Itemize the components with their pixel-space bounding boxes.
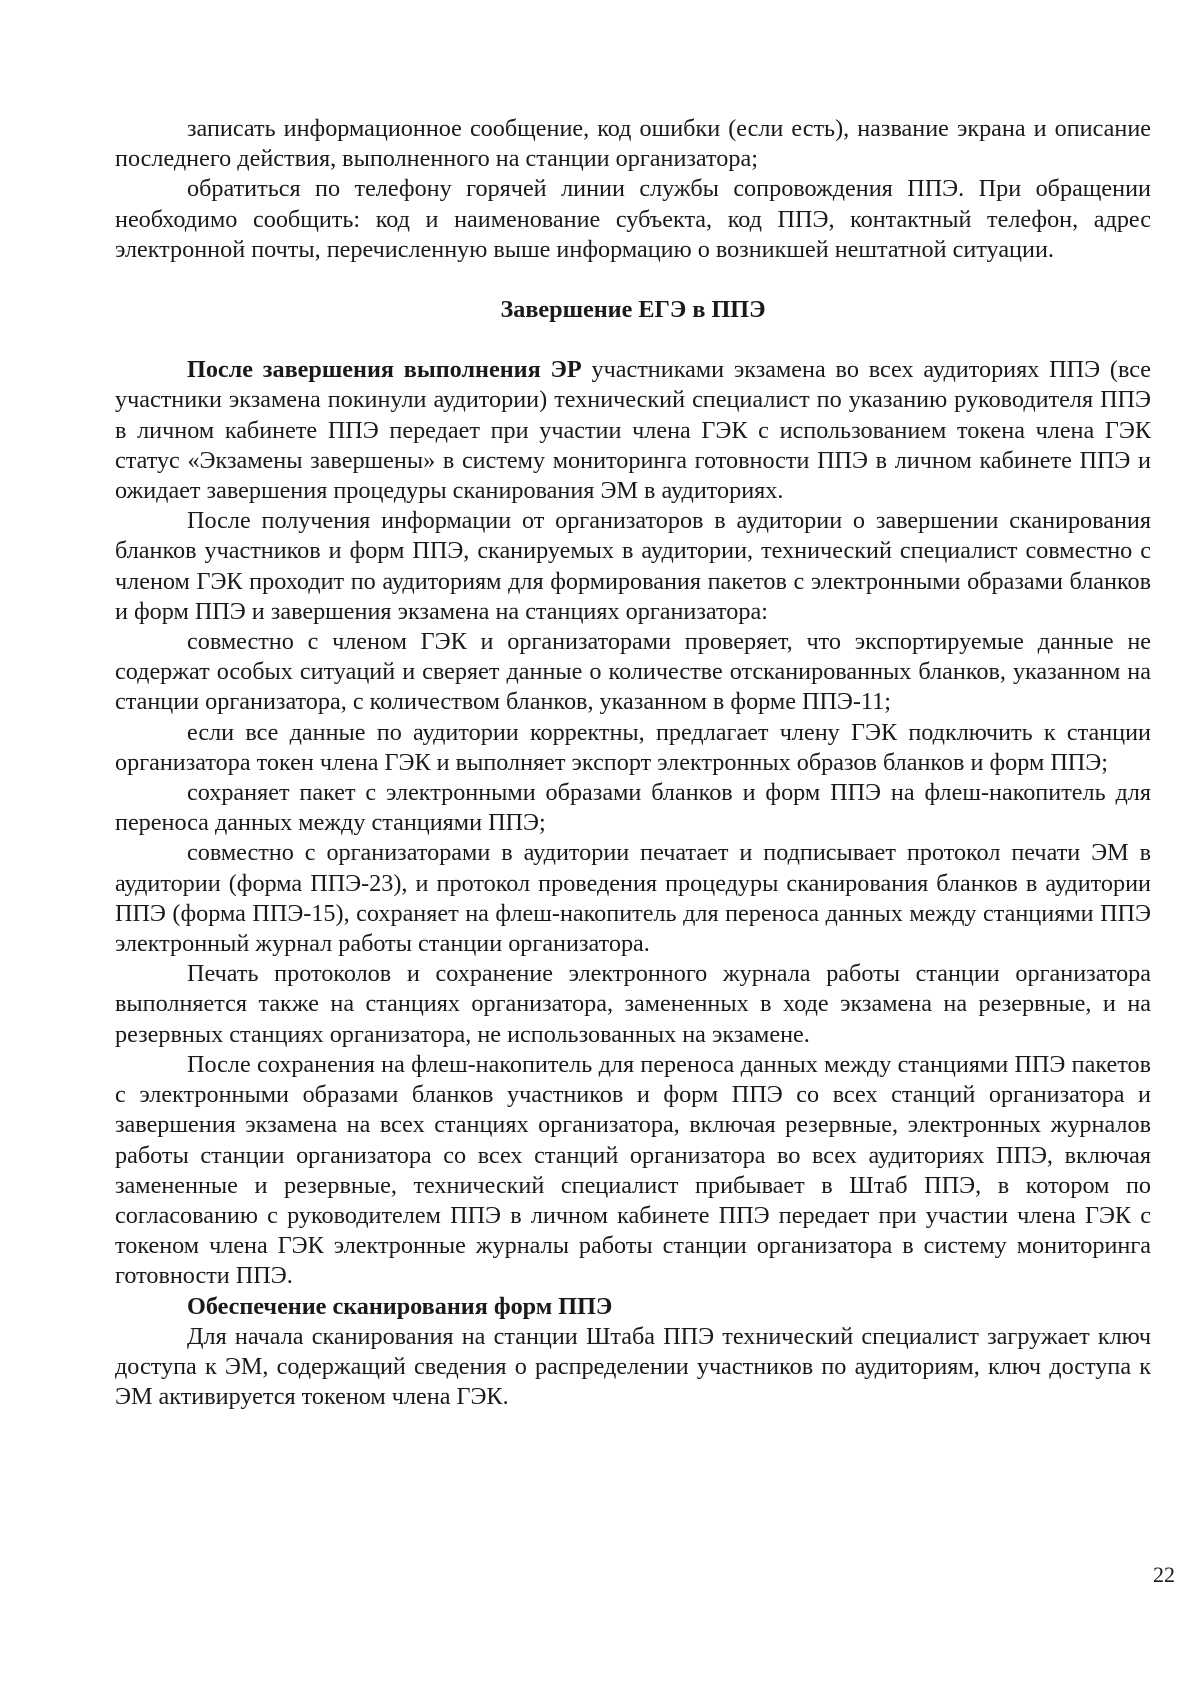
paragraph-call-hotline: обратиться по телефону горячей линии службы сопровождения ППЭ. При обращении необходимо сообщить: код и наименование субъекта, код ППЭ, контактный телефон, адрес электронной почты, перечисленную выше информацию о возникшей нештатной ситуации. <box>115 175 1151 263</box>
paragraph-reserve-stations: Печать протоколов и сохранение электронного журнала работы станции организатора выполняется также на станциях организатора, замененных в ходе экзамена на резервные, и на резервных станциях организатора, не использованных на экзамене. <box>115 960 1151 1048</box>
paragraph-record-message: записать информационное сообщение, код ошибки (если есть), название экрана и описание последнего действия, выполненного на станции организатора; <box>115 115 1151 173</box>
paragraph-export: если все данные по аудитории корректны, предлагает члену ГЭК подключить к станции организатора токен члена ГЭК и выполняет экспорт электронных образов бланков и форм ППЭ; <box>115 718 1151 776</box>
paragraph-lead-bold: После завершения выполнения ЭР <box>187 356 582 384</box>
document-body <box>115 114 1151 1412</box>
paragraph-after-info: После получения информации от организаторов в аудитории о завершении сканирования бланков участников и форм ППЭ, сканируемых в аудитории, технический специалист совместно с членом ГЭК проходит по аудиториям для формирования пакетов с электронными образами бланков и форм ППЭ и завершения экзамена на станциях организатора: <box>115 507 1151 625</box>
paragraph-after-exam <box>115 355 1151 506</box>
paragraph-lead-rest: участниками экзамена во всех аудиториях ППЭ (все участники экзамена покинули аудитории) технический специалист по указанию руководителя ППЭ в личном кабинете ППЭ передает при участии члена ГЭК с использованием токена члена ГЭК статус «Экзамены завершены» в систему мониторинга готовности ППЭ в личном кабинете ППЭ и ожидает завершения процедуры сканирования ЭМ в аудиториях. <box>115 356 1151 505</box>
section-heading: Завершение ЕГЭ в ППЭ <box>500 296 766 324</box>
paragraph-print-protocols: совместно с организаторами в аудитории печатает и подписывает протокол печати ЭМ в аудитории (форма ППЭ-23), и протокол проведения процедуры сканирования бланков в аудитории ППЭ (форма ППЭ-15), сохраняет на флеш-накопитель для переноса данных между станциями ППЭ электронный журнал работы станции организатора. <box>115 839 1151 958</box>
paragraph-save-package: сохраняет пакет с электронными образами бланков и форм ППЭ на флеш-накопитель для переноса данных между станциями ППЭ; <box>115 779 1151 837</box>
subsection-heading: Обеспечение сканирования форм ППЭ <box>187 1292 613 1320</box>
page-number: 22 <box>1153 1562 1175 1587</box>
paragraph-scanning-start: Для начала сканирования на станции Штаба ППЭ технический специалист загружает ключ доступа к ЭМ, содержащий сведения о распределении участников по аудиториям, ключ доступа к ЭМ активируется токеном члена ГЭК. <box>115 1322 1151 1411</box>
paragraph-headquarters: После сохранения на флеш-накопитель для переноса данных между станциями ППЭ пакетов с электронными образами бланков участников и форм ППЭ со всех станций организатора и завершения экзамена на всех станциях организатора, включая резервные, электронных журналов работы станции организатора со всех станций организатора во всех аудиториях ППЭ, включая замененные и резервные, технический специалист прибывает в Штаб ППЭ, в котором по согласованию с руководителем ППЭ в личном кабинете ППЭ передает при участии члена ГЭК с токеном члена ГЭК электронные журналы работы станции организатора в систему мониторинга готовности ППЭ. <box>115 1050 1151 1290</box>
paragraph-verify-data: совместно с членом ГЭК и организаторами проверяет, что экспортируемые данные не содержат особых ситуаций и сверяет данные о количестве отсканированных бланков, указанном на станции организатора, с количеством бланков, указанном в форме ППЭ-11; <box>115 628 1151 716</box>
